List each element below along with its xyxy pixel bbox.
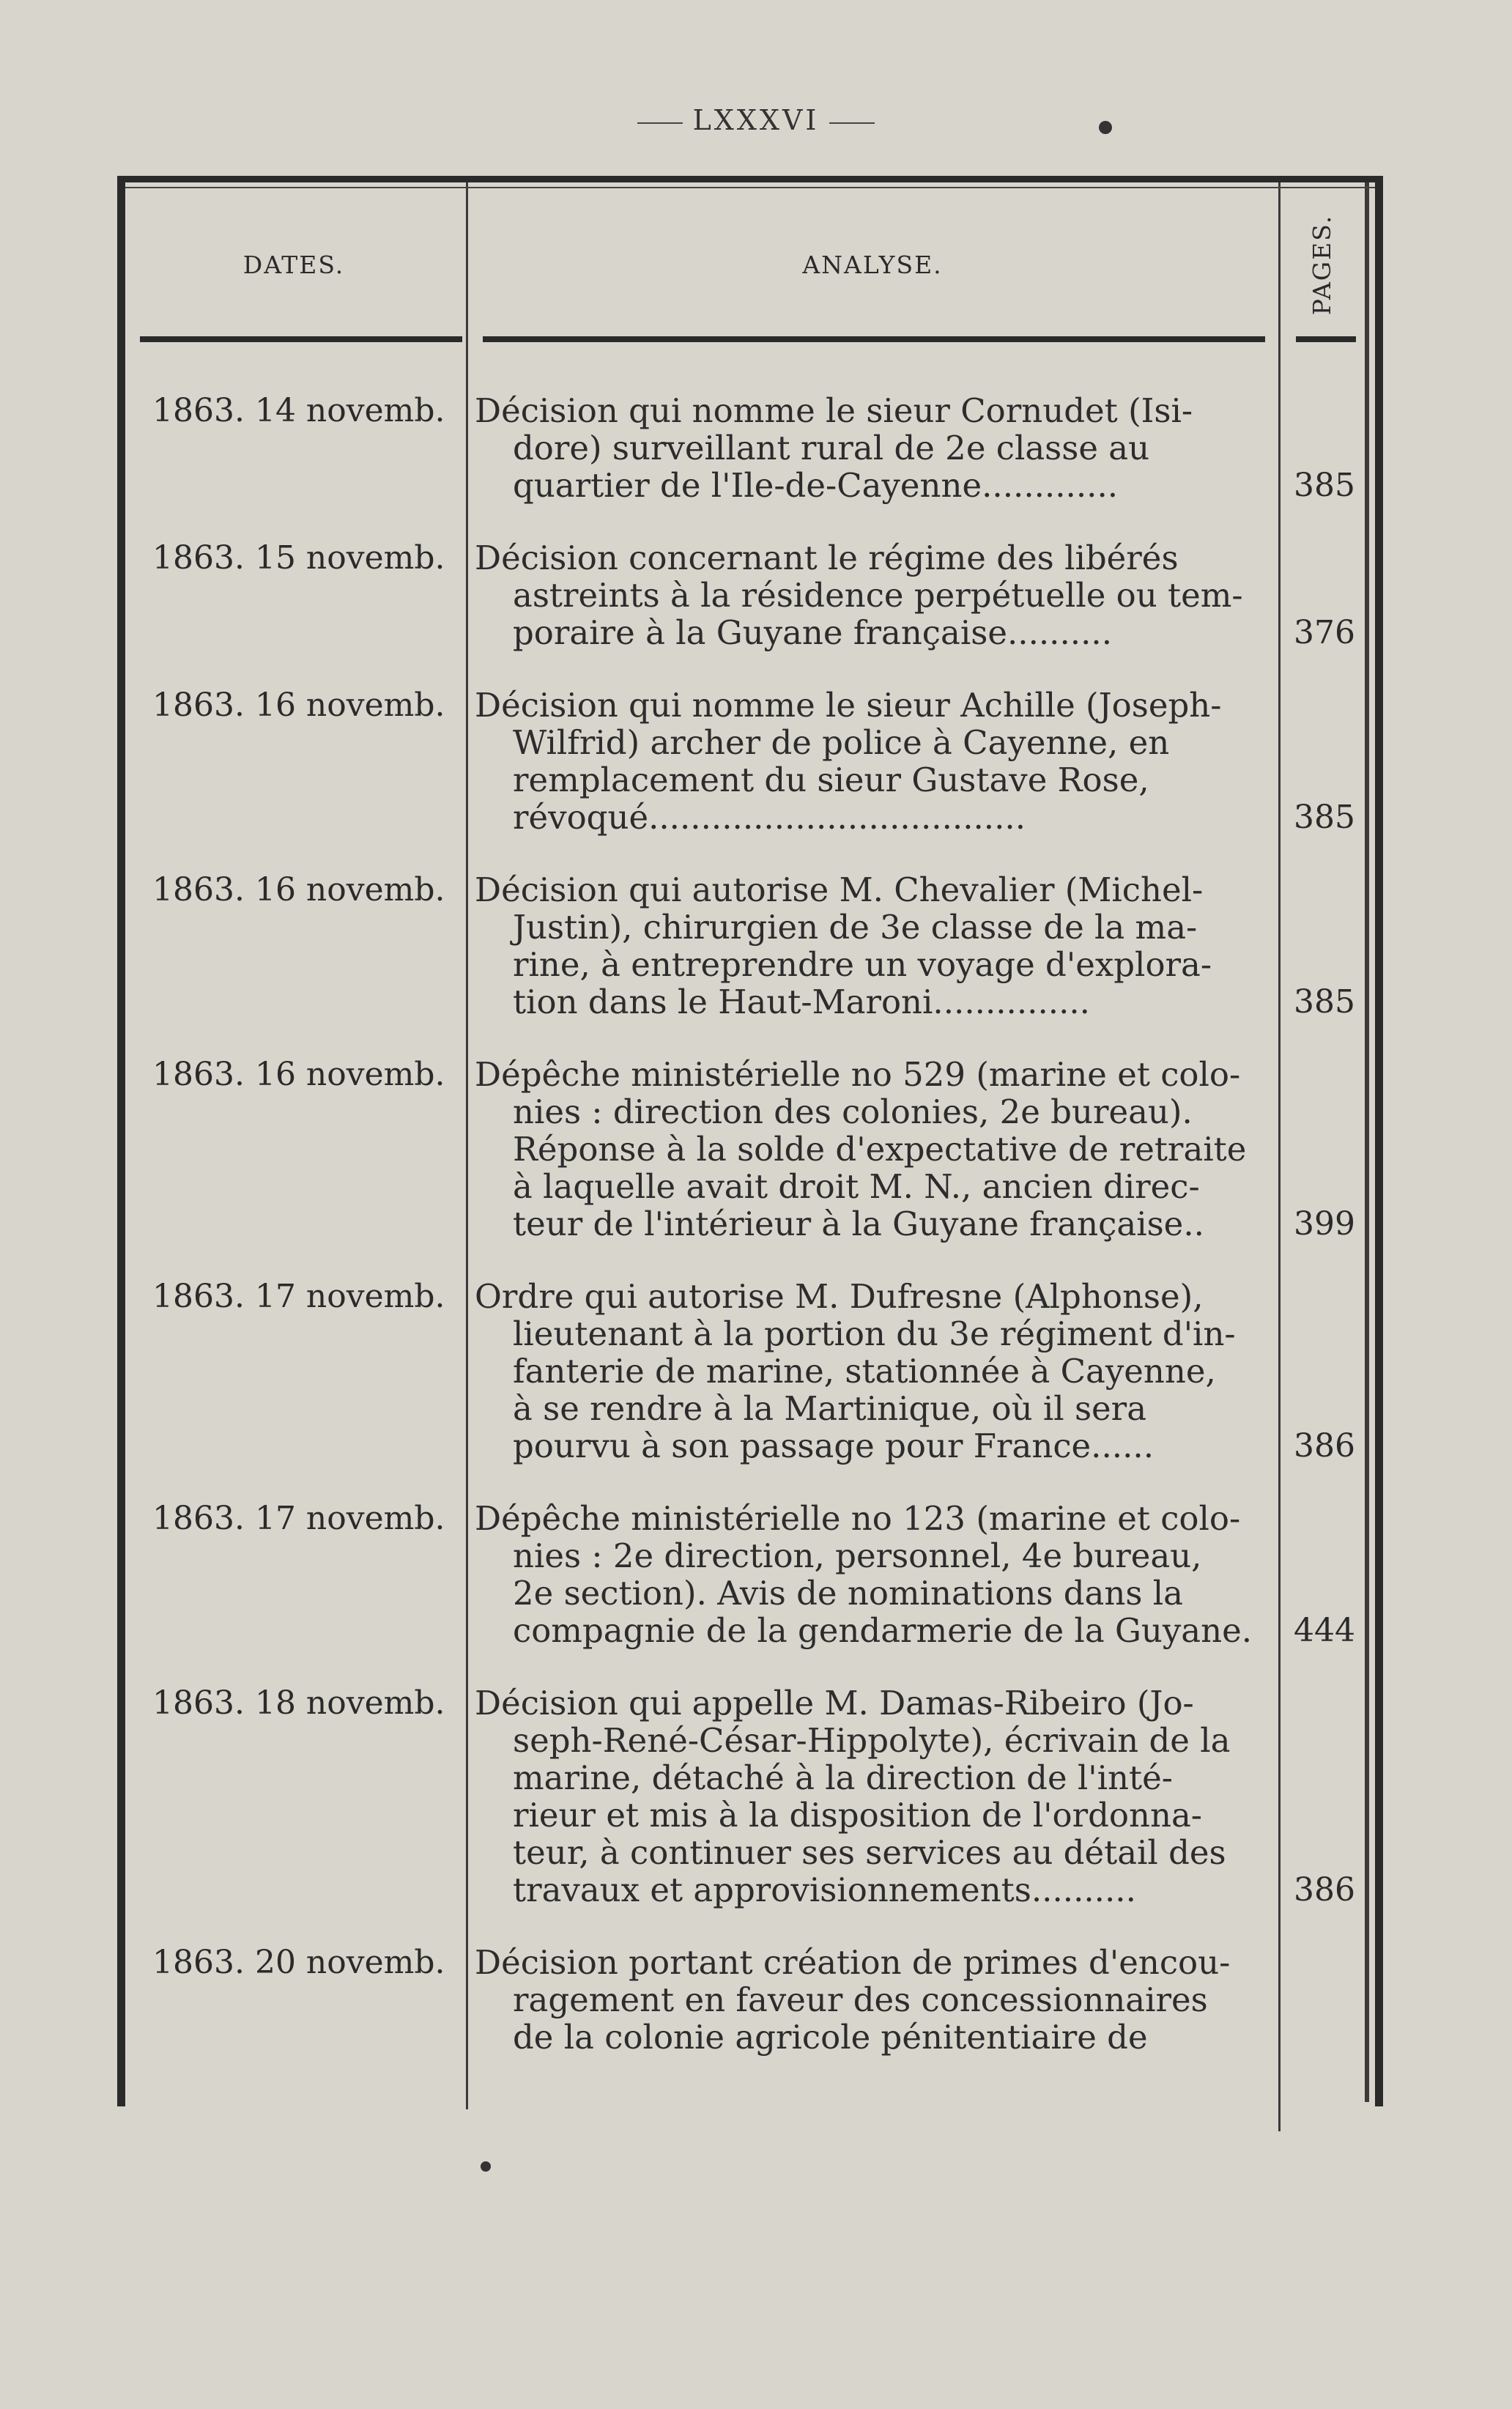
entry-line: teur, à continuer ses services au détail des: [513, 1833, 1226, 1872]
header-rule-analyse: [483, 336, 1265, 342]
entry-line: Décision qui nomme le sieur Achille (Joseph-: [475, 686, 1222, 725]
entry-page: 385: [1294, 799, 1355, 836]
entry-analyse: [475, 1056, 1261, 1243]
entry-line: 2e section). Avis de nominations dans la: [513, 1574, 1183, 1613]
column-header-dates: DATES.: [242, 251, 345, 279]
entry-line: poraire à la Guyane française..........: [513, 613, 1112, 652]
entry-line: Décision qui appelle M. Damas-Ribeiro (Jo-: [475, 1684, 1194, 1722]
entry-line: nies : 2e direction, personnel, 4e bureau,: [513, 1536, 1202, 1575]
entry-date: 1863. 16 novemb.: [152, 871, 445, 909]
entry-page: 386: [1294, 1427, 1355, 1465]
entry-analyse: [475, 539, 1261, 651]
entry-date: 1863. 16 novemb.: [152, 687, 445, 724]
entry-line: travaux et approvisionnements..........: [513, 1870, 1136, 1909]
entry-date: 1863. 14 novemb.: [152, 392, 445, 429]
entry-line: Ordre qui autorise M. Dufresne (Alphonse),: [475, 1277, 1204, 1316]
entry-date: 1863. 18 novemb.: [152, 1684, 445, 1722]
table-row: [117, 871, 1383, 1021]
entry-page: 385: [1294, 467, 1355, 504]
entry-line: Dépêche ministérielle no 123 (marine et colo-: [475, 1499, 1241, 1538]
entry-line: lieutenant à la portion du 3e régiment d'in-: [513, 1314, 1236, 1353]
entry-page: 385: [1294, 983, 1355, 1021]
entry-date: 1863. 20 novemb.: [152, 1944, 445, 1981]
entry-date: 1863. 16 novemb.: [152, 1056, 445, 1093]
entry-line: remplacement du sieur Gustave Rose,: [513, 761, 1149, 799]
entry-line: Décision qui nomme le sieur Cornudet (Isi-: [475, 391, 1193, 430]
entry-line: rine, à entreprendre un voyage d'explora-: [513, 945, 1212, 984]
table-row: [117, 539, 1383, 651]
header-rule-dates: [140, 336, 462, 342]
ink-speck: [481, 2161, 491, 2172]
entry-line: ragement en faveur des concessionnaires: [513, 1980, 1208, 2019]
column-header-pages: [1283, 182, 1362, 347]
entry-line: Dépêche ministérielle no 529 (marine et colo-: [475, 1055, 1241, 1094]
entry-analyse: [475, 392, 1261, 504]
entry-line: Décision qui autorise M. Chevalier (Michel-: [475, 870, 1204, 909]
entry-line: de la colonie agricole pénitentiaire de: [513, 2018, 1148, 2057]
entry-line: à se rendre à la Martinique, où il sera: [513, 1389, 1147, 1428]
entry-analyse: [475, 1944, 1261, 2056]
table-row: [117, 687, 1383, 836]
entry-date: 1863. 17 novemb.: [152, 1278, 445, 1315]
entry-line: rieur et mis à la disposition de l'ordonna-: [513, 1796, 1203, 1835]
entry-analyse: [475, 1684, 1261, 1909]
table-row: [117, 1278, 1383, 1465]
entry-analyse: [475, 1278, 1261, 1465]
entry-analyse: [475, 687, 1261, 836]
column-header-analyse: ANALYSE.: [802, 251, 943, 279]
folio-dash-right: [829, 122, 875, 124]
table-row: [117, 392, 1383, 504]
entry-line: Réponse à la solde d'expectative de retraite: [513, 1130, 1247, 1169]
entry-line: Justin), chirurgien de 3e classe de la ma-: [513, 908, 1198, 947]
entry-analyse: [475, 1500, 1261, 1649]
entry-line: quartier de l'Ile-de-Cayenne.............: [513, 466, 1119, 505]
ink-speck: [1099, 121, 1112, 134]
page-folio: [0, 104, 1512, 136]
entry-page: 386: [1294, 1871, 1355, 1909]
entry-line: seph-René-César-Hippolyte), écrivain de la: [513, 1721, 1231, 1760]
column-header-pages-label: PAGES.: [1308, 214, 1337, 316]
table-row: [117, 1684, 1383, 1909]
header-rule-pages: [1296, 336, 1356, 342]
table-row: [117, 1056, 1383, 1243]
table-row: [117, 1944, 1383, 2056]
entry-line: compagnie de la gendarmerie de la Guyane.: [513, 1611, 1253, 1650]
entry-line: teur de l'intérieur à la Guyane française..: [513, 1204, 1204, 1243]
entry-page: 444: [1294, 1612, 1355, 1649]
entry-line: pourvu à son passage pour France......: [513, 1426, 1154, 1465]
entry-date: 1863. 15 novemb.: [152, 539, 445, 577]
folio-number: LXXXVI: [692, 104, 820, 136]
entry-line: à laquelle avait droit M. N., ancien direc-: [513, 1167, 1200, 1206]
entry-line: Décision portant création de primes d'encou-: [475, 1943, 1231, 1982]
entry-line: Wilfrid) archer de police à Cayenne, en: [513, 723, 1170, 762]
entry-page: 376: [1294, 614, 1355, 651]
entry-line: Décision concernant le régime des libérés: [475, 539, 1179, 577]
entry-line: nies : direction des colonies, 2e bureau).: [513, 1092, 1193, 1131]
entry-line: fanterie de marine, stationnée à Cayenne,: [513, 1352, 1216, 1391]
table-row: [117, 1500, 1383, 1649]
entry-page: 399: [1294, 1205, 1355, 1243]
entry-line: révoqué....................................: [513, 798, 1026, 837]
folio-dash-left: [637, 122, 683, 124]
entry-date: 1863. 17 novemb.: [152, 1500, 445, 1537]
entry-line: dore) surveillant rural de 2e classe au: [513, 429, 1150, 467]
entry-analyse: [475, 871, 1261, 1021]
entry-line: tion dans le Haut-Maroni...............: [513, 983, 1090, 1021]
entry-list: [117, 392, 1383, 2091]
entry-line: astreints à la résidence perpétuelle ou tem-: [513, 576, 1243, 615]
entry-line: marine, détaché à la direction de l'inté-: [513, 1758, 1173, 1797]
